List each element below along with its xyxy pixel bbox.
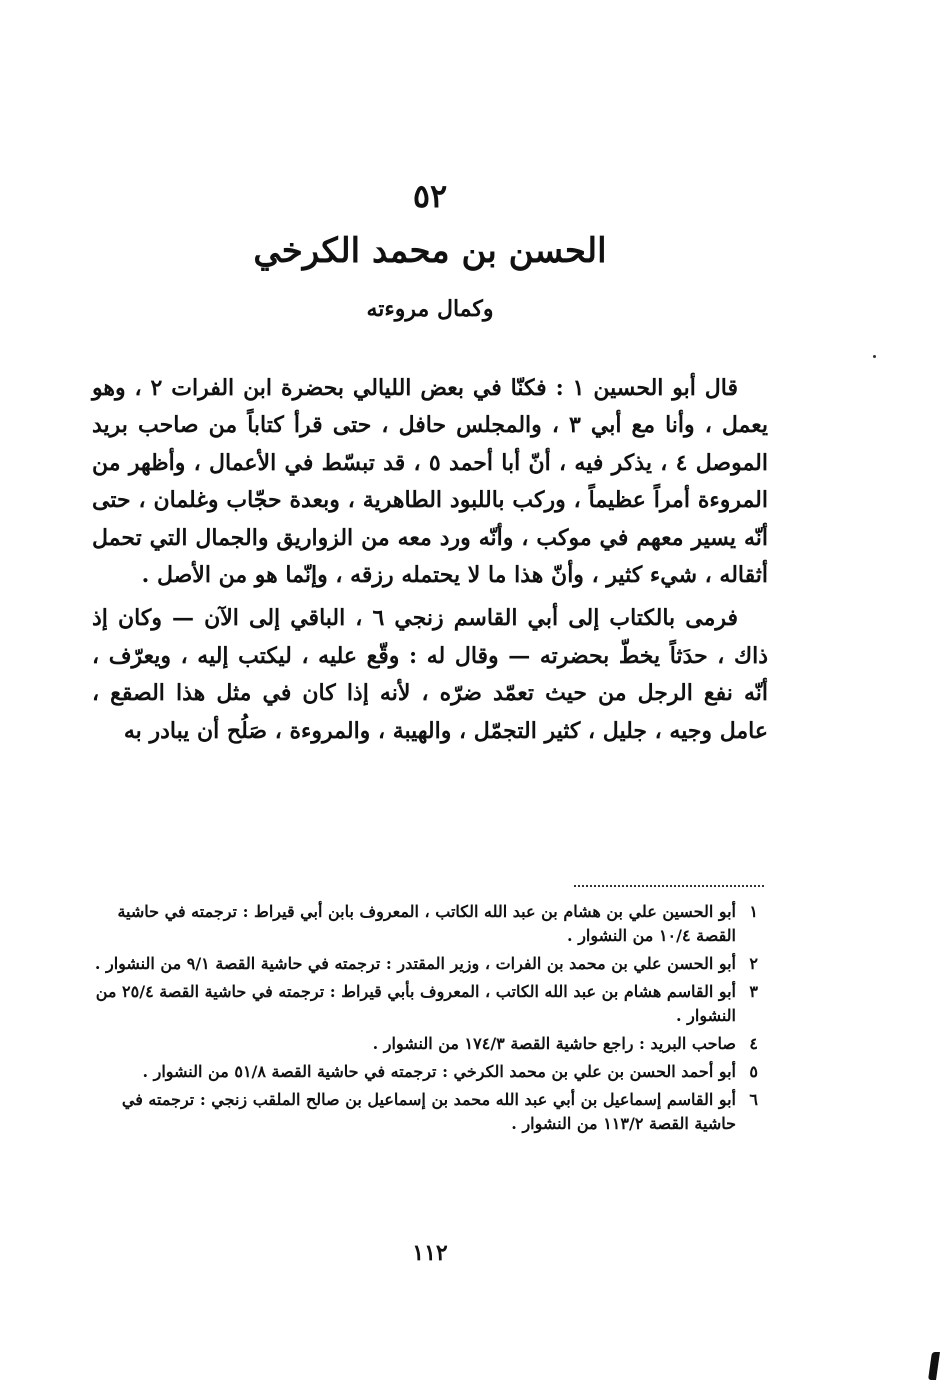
stray-dot-mark	[873, 355, 876, 358]
footnote-number: ٣	[749, 982, 758, 1001]
paragraph: فرمى بالكتاب إلى أبي القاسم زنجي ٦ ، الباقي إلى الآن — وكان إذ ذاك ، حدَثاً يخطّ بحضرته — وقال له : وقّع عليه ، ليكتب إليه ، ويعرّف ، أنّه نفع الرجل من حيث تعمّد ضرّه ، لأنه إذا كان في مثل هذا الصقع ، عامل وجيه ، جليل ، كثير التجمّل ، والهيبة ، والمروءة ، صَلُح أن يبادر به	[92, 605, 769, 744]
footnote-number: ٥	[749, 1062, 758, 1081]
footnote-number: ٤	[749, 1034, 758, 1053]
footnotes	[90, 900, 758, 1140]
page-number: ١١٢	[412, 1240, 448, 1266]
footnote-number: ١	[749, 902, 758, 921]
footnote-divider	[574, 885, 764, 887]
footnote-item	[90, 900, 758, 948]
footnote-text: أبو أحمد الحسن بن علي بن محمد الكرخي : ترجمته في حاشية القصة ٥١/٨ من النشوار .	[142, 1062, 736, 1081]
footnote-text: أبو الحسن علي بن محمد بن الفرات ، وزير المقتدر : ترجمته في حاشية القصة ٩/١ من النشوار .	[94, 954, 736, 973]
footnote-text: أبو الحسين علي بن هشام بن عبد الله الكاتب ، المعروف بابن أبي قيراط : ترجمته في حاشية القصة ١٠/٤ من النشوار .	[117, 902, 736, 945]
footnote-item	[90, 980, 758, 1028]
paragraph: قال أبو الحسين ١ : فكنّا في بعض الليالي بحضرة ابن الفرات ٢ ، وهو يعمل ، وأنا مع أبي ٣ ، والمجلس حافل ، حتى قرأ كتاباً من صاحب بريد الموصل ٤ ، يذكر فيه ، أنّ أبا أحمد ٥ ، قد تبسّط في الأعمال ، وأظهر من المروءة أمراً عظيماً ، وركب باللبود الطاهرية ، وبعدة حجّاب وغلمان ، حتى أنّه يسير معهم في موكب ، وأنّه ورد معه من الزواريق والجمال التي تحمل أثقاله ، شيء كثير ، وأنّ هذا ما لا يحتمله رزقه ، وإنّما هو من الأصل .	[92, 375, 769, 589]
footnote-item	[90, 1032, 758, 1056]
page-edge-mark	[928, 1352, 940, 1380]
footnote-text: أبو القاسم إسماعيل بن أبي عبد الله محمد بن إسماعيل بن صالح الملقب زنجي : ترجمته في حاشية القصة ١١٣/٢ من النشوار .	[121, 1090, 736, 1133]
body-text	[92, 370, 768, 750]
footnote-item	[90, 952, 758, 976]
chapter-title: الحسن بن محمد الكرخي	[253, 231, 607, 271]
footnote-item	[90, 1060, 758, 1084]
story-number: ٥٢	[412, 177, 448, 215]
footnote-text: أبو القاسم هشام بن عبد الله الكاتب ، المعروف بأبي قيراط : ترجمته في حاشية القصة ٢٥/٤ من النشوار .	[95, 982, 736, 1025]
footnote-item	[90, 1088, 758, 1136]
chapter-subtitle: وكمال مروءته	[366, 296, 494, 322]
footnote-text: صاحب البريد : راجع حاشية القصة ١٧٤/٣ من النشوار .	[372, 1034, 736, 1053]
footnote-number: ٦	[749, 1090, 758, 1109]
footnote-number: ٢	[749, 954, 758, 973]
